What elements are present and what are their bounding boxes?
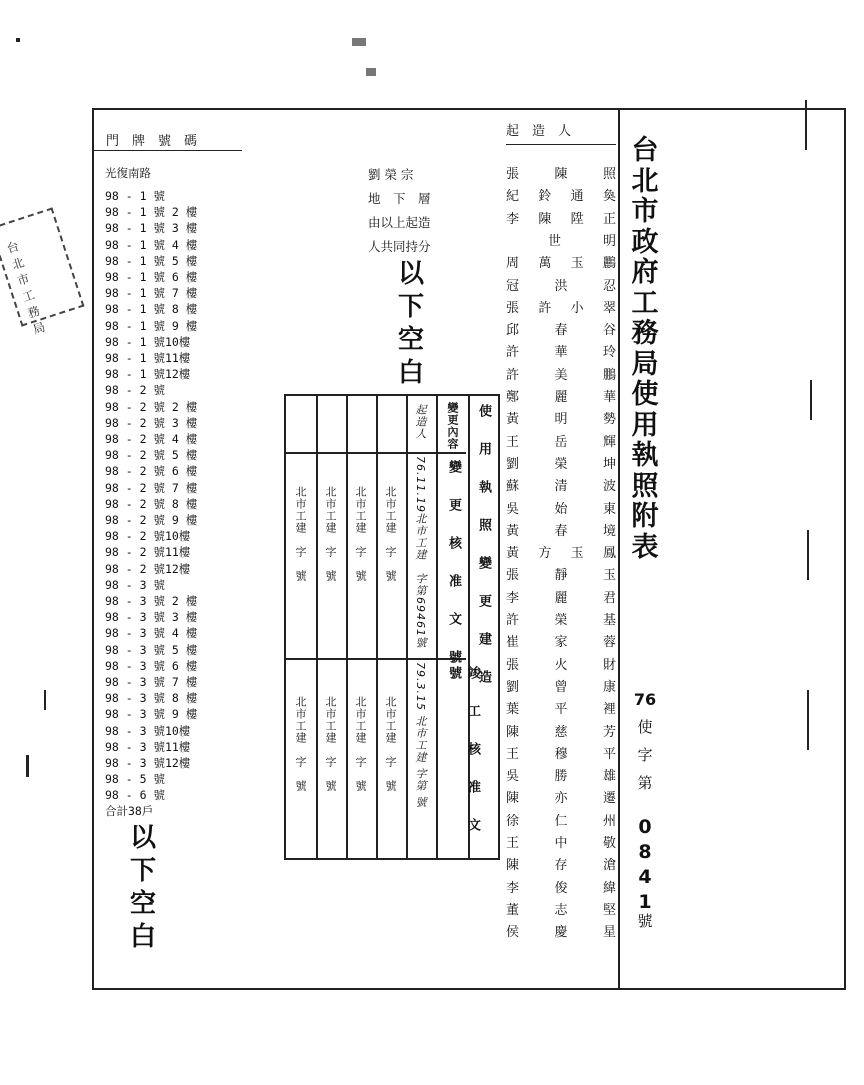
builder-name-char: 萬: [538, 256, 552, 272]
builder-name-char: 基: [602, 613, 616, 628]
door-number: 98 - 3 號 5 樓: [105, 642, 198, 657]
builder-name: [506, 520, 616, 539]
builder-name-char: 星: [602, 925, 616, 941]
owner-note-line: 地 下 層: [368, 191, 431, 206]
builder-name-char: 慶: [554, 925, 568, 941]
builder-name-char: 吳: [506, 769, 520, 785]
builder-name-char: 榮: [554, 613, 568, 628]
door-number: 98 - 1 號10樓: [105, 334, 191, 349]
builder-name: [506, 587, 616, 606]
stamp-text: 台北市工務局: [4, 239, 47, 337]
builder-name-char: 中: [554, 836, 568, 851]
permit-digit: 1: [638, 891, 652, 913]
door-number: 98 - 1 號11樓: [105, 351, 191, 365]
table-col-line: [376, 396, 378, 858]
builder-name-char: 方: [538, 546, 552, 562]
builder-name: [506, 408, 616, 428]
builder-name-char: 世: [547, 233, 561, 249]
builder-name-char: 始: [554, 501, 568, 517]
builder-name: [506, 475, 616, 495]
builder-name-char: 存: [554, 858, 568, 874]
table-col-line: [406, 396, 408, 858]
builder-name: [506, 319, 616, 339]
builder-name: [506, 721, 616, 740]
builder-name-char: 周: [506, 256, 520, 272]
door-number: 98 - 2 號: [105, 383, 165, 398]
builder-name-char: 黃: [506, 412, 520, 428]
table-row-complete: 北市工建 字 號: [294, 696, 307, 792]
builder-name-char: 勝: [554, 769, 568, 785]
speck: [16, 38, 20, 42]
builder-name-char: 俊: [554, 880, 568, 896]
builder-name: [506, 185, 616, 205]
table-row-complete: 北市工建 字 號: [354, 696, 367, 792]
door-numbers-header-text: 門 牌 號 碼: [106, 134, 198, 149]
builders-header: [506, 120, 616, 145]
door-number: 98 - 2 號 2 樓: [105, 399, 198, 414]
door-number: 98 - 1 號 2 樓: [105, 205, 198, 220]
builder-name: [506, 899, 616, 918]
door-number: 98 - 1 號 5 樓: [105, 253, 198, 268]
builder-name-char: 照: [602, 167, 616, 182]
builder-name: [506, 787, 616, 807]
door-number: 98 - 2 號 7 樓: [105, 480, 198, 495]
builder-name-char: 徐: [506, 813, 520, 829]
builder-name-char: 侯: [506, 925, 520, 941]
builder-name-char: 蓉: [602, 635, 616, 651]
builder-name-char: 亦: [554, 791, 568, 807]
builder-name: [506, 542, 616, 562]
permit-year: 76: [633, 690, 657, 709]
builder-name-char: 張: [506, 568, 520, 584]
door-number: 98 - 2 號 5 樓: [105, 448, 198, 463]
builder-name-char: 鄭: [506, 390, 520, 405]
door-number: 98 - 5 號: [105, 772, 165, 787]
builder-name: [506, 698, 616, 718]
builder-name-char: 冠: [506, 278, 520, 294]
permit-number: [630, 815, 660, 915]
builder-name-char: 許: [506, 367, 520, 383]
margin-mark: [805, 100, 807, 150]
builder-name-char: 美: [554, 367, 568, 383]
builder-name: [506, 654, 616, 673]
builder-name-char: 通: [570, 189, 584, 205]
margin-mark: [44, 690, 46, 710]
builder-name: [506, 810, 616, 829]
builder-name-char: 陳: [506, 858, 520, 874]
table-col-line: [436, 396, 438, 858]
table-row-line: [286, 452, 466, 454]
builder-name-char: 麗: [554, 390, 568, 405]
builder-name: [506, 854, 616, 874]
builder-name-char: 張: [506, 300, 520, 316]
speck: [366, 68, 376, 76]
builder-name-char: 許: [506, 613, 520, 628]
door-number: 98 - 3 號 8 樓: [105, 691, 198, 706]
builder-name: [506, 275, 616, 294]
table-header-complete: 竣 工 核 准 文 號: [446, 666, 480, 856]
door-number: 98 - 2 號 8 樓: [105, 496, 198, 511]
builder-name-char: 慈: [554, 724, 568, 740]
builder-name-char: 家: [554, 635, 568, 651]
builder-name: [506, 564, 616, 584]
builder-name: [506, 921, 616, 941]
street-name: 光復南路: [105, 166, 151, 180]
builder-name-char: 玉: [570, 256, 584, 272]
speck: [352, 38, 366, 46]
builder-name: [506, 631, 616, 651]
door-number: 98 - 3 號12樓: [105, 756, 191, 770]
builder-name-char: 許: [506, 345, 520, 361]
builder-name-char: 紀: [506, 189, 520, 205]
table-col-line: [346, 396, 348, 858]
builder-name: [506, 676, 616, 695]
builder-name: [506, 609, 616, 628]
door-number: 98 - 2 號 6 樓: [105, 464, 198, 479]
builder-name-char: 劉: [506, 679, 520, 695]
builder-name-char: 王: [506, 836, 520, 851]
door-number: 98 - 3 號 7 樓: [105, 675, 198, 689]
builder-name: [506, 498, 616, 517]
builder-name-char: 李: [506, 590, 520, 606]
permit-digit: 8: [638, 841, 652, 863]
builder-name-char: 小: [570, 300, 584, 316]
builder-name: [506, 341, 616, 361]
builder-name: [506, 431, 616, 450]
builder-name-char: 火: [554, 657, 568, 673]
builder-name-char: 州: [602, 813, 616, 829]
permit-suffix: 號: [637, 912, 653, 930]
table-row-complete: 79.3.15 北市工建 字第 號: [414, 662, 427, 809]
table-row-approve: 北市工建 字 號: [384, 486, 397, 582]
builder-name-char: 崔: [506, 635, 520, 651]
door-number: 98 - 2 號11樓: [105, 545, 191, 560]
builder-name-char: 鸝: [602, 256, 616, 272]
owner-note-line: 由以上起造: [368, 215, 431, 230]
builder-name-char: 鳳: [602, 546, 616, 562]
blank-below-mark-1: 以 下 空 白: [397, 259, 424, 388]
official-stamp: [0, 207, 84, 337]
door-number: 98 - 3 號 2 樓: [105, 594, 198, 608]
door-number: 98 - 1 號 9 樓: [105, 318, 198, 333]
builder-name-char: 玉: [602, 568, 616, 584]
builder-name: [506, 453, 616, 472]
document-title: 台北市政府工務局使用執照附表: [631, 135, 659, 563]
builder-name: [506, 364, 616, 383]
door-number: 98 - 1 號 7 樓: [105, 286, 198, 301]
door-number: 98 - 2 號12樓: [105, 561, 191, 576]
door-numbers-header: [92, 120, 252, 149]
builder-name-char: 波: [602, 479, 616, 495]
builder-name-char: 葉: [506, 702, 520, 718]
builder-name-char: 裡: [602, 702, 616, 718]
blank-below-mark-2: 以 下 空 白: [129, 823, 156, 952]
margin-mark: [807, 530, 809, 580]
builder-name-char: 靜: [554, 568, 568, 584]
builder-name: [506, 252, 616, 272]
table-row-approve: 北市工建 字 號: [294, 486, 307, 582]
table-row-complete: 北市工建 字 號: [384, 696, 397, 792]
builder-name-char: 敬: [602, 836, 616, 851]
builder-name: [506, 386, 616, 405]
builder-name-char: 平: [602, 746, 616, 762]
builder-name-char: 谷: [602, 323, 616, 339]
permit-prefix-1: 使: [637, 718, 653, 736]
builder-name-char: 李: [506, 880, 520, 896]
builder-name-char: 許: [538, 300, 552, 316]
door-number: 98 - 2 號 9 樓: [105, 513, 198, 527]
builder-name-char: 陳: [506, 791, 520, 807]
door-number: 98 - 1 號 8 樓: [105, 302, 198, 317]
door-number: 98 - 1 號 3 樓: [105, 221, 198, 236]
margin-mark: [810, 380, 812, 420]
builder-name-char: 雄: [602, 769, 616, 785]
builder-name-char: 曾: [554, 679, 568, 695]
builders-header-text: 起 造 人: [506, 124, 572, 139]
table-row-approve: 北市工建 字 號: [324, 486, 337, 582]
builder-name-char: 志: [554, 902, 568, 918]
builder-name-char: 董: [506, 902, 520, 918]
builder-name-char: 鵬: [602, 367, 616, 383]
builder-name: [506, 163, 616, 182]
door-number: 98 - 2 號 3 樓: [105, 415, 198, 430]
margin-mark: [807, 690, 809, 750]
table-row-content: 起造人: [414, 404, 427, 440]
table-row-line: [286, 658, 466, 660]
door-number: 98 - 3 號 9 樓: [105, 707, 198, 722]
builder-name-char: 芳: [602, 724, 616, 740]
builder-name-char: 輝: [602, 434, 616, 450]
table-row-approve: 76.11.19北市工建 字第69461號: [414, 456, 427, 649]
builder-name-char: 陳: [554, 167, 568, 182]
permit-digit: 0: [638, 816, 652, 838]
builder-name-char: 明: [602, 233, 616, 249]
door-number: 98 - 1 號12樓: [105, 367, 191, 382]
builder-name-char: 緯: [602, 880, 616, 896]
door-number: 98 - 1 號 4 樓: [105, 237, 198, 252]
door-number: 98 - 3 號 3 樓: [105, 610, 198, 625]
table-row-complete: 北市工建 字 號: [324, 696, 337, 792]
owner-name: 劉 榮 宗: [368, 167, 414, 182]
builder-name: [506, 832, 616, 851]
table-header-approve: 變 更 核 准 文 號: [446, 460, 461, 669]
table-row-approve: 北市工建 字 號: [354, 486, 367, 582]
builder-name-char: 春: [554, 523, 568, 539]
builder-name: [506, 297, 616, 316]
builder-name-char: 翠: [602, 300, 616, 316]
builder-name-char: 仁: [554, 813, 568, 829]
door-number: 98 - 3 號11樓: [105, 739, 191, 754]
builder-name-char: 吳: [506, 501, 520, 517]
builder-name-char: 平: [554, 702, 568, 718]
change-record-table: [284, 394, 500, 860]
table-header-content: 變更內容: [446, 402, 459, 450]
builder-name: [506, 743, 616, 762]
builder-name-char: 邱: [506, 323, 520, 339]
builder-name: [506, 230, 616, 249]
builder-name-char: 蘇: [506, 479, 520, 495]
door-number: 98 - 2 號 4 樓: [105, 432, 198, 446]
builder-name-char: 境: [602, 523, 616, 539]
permit-prefix-2: 字: [637, 746, 653, 764]
door-number: 98 - 3 號: [105, 577, 165, 592]
table-col-line: [316, 396, 318, 858]
builder-name-char: 清: [554, 479, 568, 495]
household-total: 合計38戶: [105, 804, 154, 818]
builder-name-char: 春: [554, 323, 568, 339]
builder-name-char: 東: [602, 501, 616, 517]
builder-name: [506, 208, 616, 227]
builder-name-char: 勢: [602, 412, 616, 428]
builder-name: [506, 877, 616, 896]
builder-name-char: 李: [506, 211, 520, 227]
permit-digit: 4: [638, 866, 652, 888]
builder-name-char: 陞: [570, 211, 584, 227]
builder-name-char: 玉: [570, 546, 584, 562]
table-title: 使 用 執 照 變 更 建 造: [476, 404, 491, 689]
title-column-divider: [618, 108, 620, 990]
builder-name-char: 張: [506, 657, 520, 673]
owner-note: [368, 163, 466, 259]
builder-name-char: 陳: [506, 724, 520, 740]
builder-name-char: 張: [506, 167, 520, 182]
door-number: 98 - 3 號10樓: [105, 723, 191, 738]
builder-name-char: 黃: [506, 546, 520, 562]
builder-name-char: 王: [506, 746, 520, 762]
builder-name-char: 華: [554, 345, 568, 361]
door-header-rule: [92, 150, 242, 151]
door-number: 98 - 6 號: [105, 788, 165, 803]
margin-mark: [26, 755, 29, 777]
builder-name-char: 黃: [506, 523, 520, 539]
builder-name-char: 財: [602, 657, 616, 673]
builder-name-char: 劉: [506, 456, 520, 472]
builder-name-char: 坤: [602, 456, 616, 472]
builder-name-char: 麗: [554, 590, 568, 606]
builder-name-char: 滄: [602, 858, 616, 874]
builder-name-char: 華: [602, 390, 616, 405]
builder-name-char: 王: [506, 434, 520, 450]
builder-name-char: 明: [554, 412, 568, 428]
door-number: 98 - 1 號: [105, 189, 165, 203]
builder-name-char: 君: [602, 590, 616, 606]
builder-name-char: 忍: [602, 278, 616, 294]
door-number: 98 - 3 號 6 樓: [105, 658, 198, 673]
door-number: 98 - 1 號 6 樓: [105, 270, 198, 284]
builder-name-char: 正: [602, 211, 616, 227]
owner-note-line: 人共同持分: [368, 239, 431, 254]
door-number: 98 - 3 號 4 樓: [105, 626, 198, 641]
builder-name-char: 鈴: [538, 189, 552, 205]
builder-name: [506, 765, 616, 785]
builder-name-char: 岳: [554, 434, 568, 450]
builder-name-char: 玲: [602, 345, 616, 361]
builder-name-char: 洪: [554, 278, 568, 294]
builder-name-char: 奐: [602, 189, 616, 205]
builder-name-char: 榮: [554, 456, 568, 472]
door-number: 98 - 2 號10樓: [105, 529, 191, 544]
builder-name-char: 堅: [602, 902, 616, 918]
permit-prefix-3: 第: [637, 774, 653, 792]
builder-name-char: 陳: [538, 211, 552, 227]
builder-name-char: 穆: [554, 746, 568, 762]
builder-name-char: 康: [602, 679, 616, 695]
builder-name-char: 遷: [602, 791, 616, 807]
